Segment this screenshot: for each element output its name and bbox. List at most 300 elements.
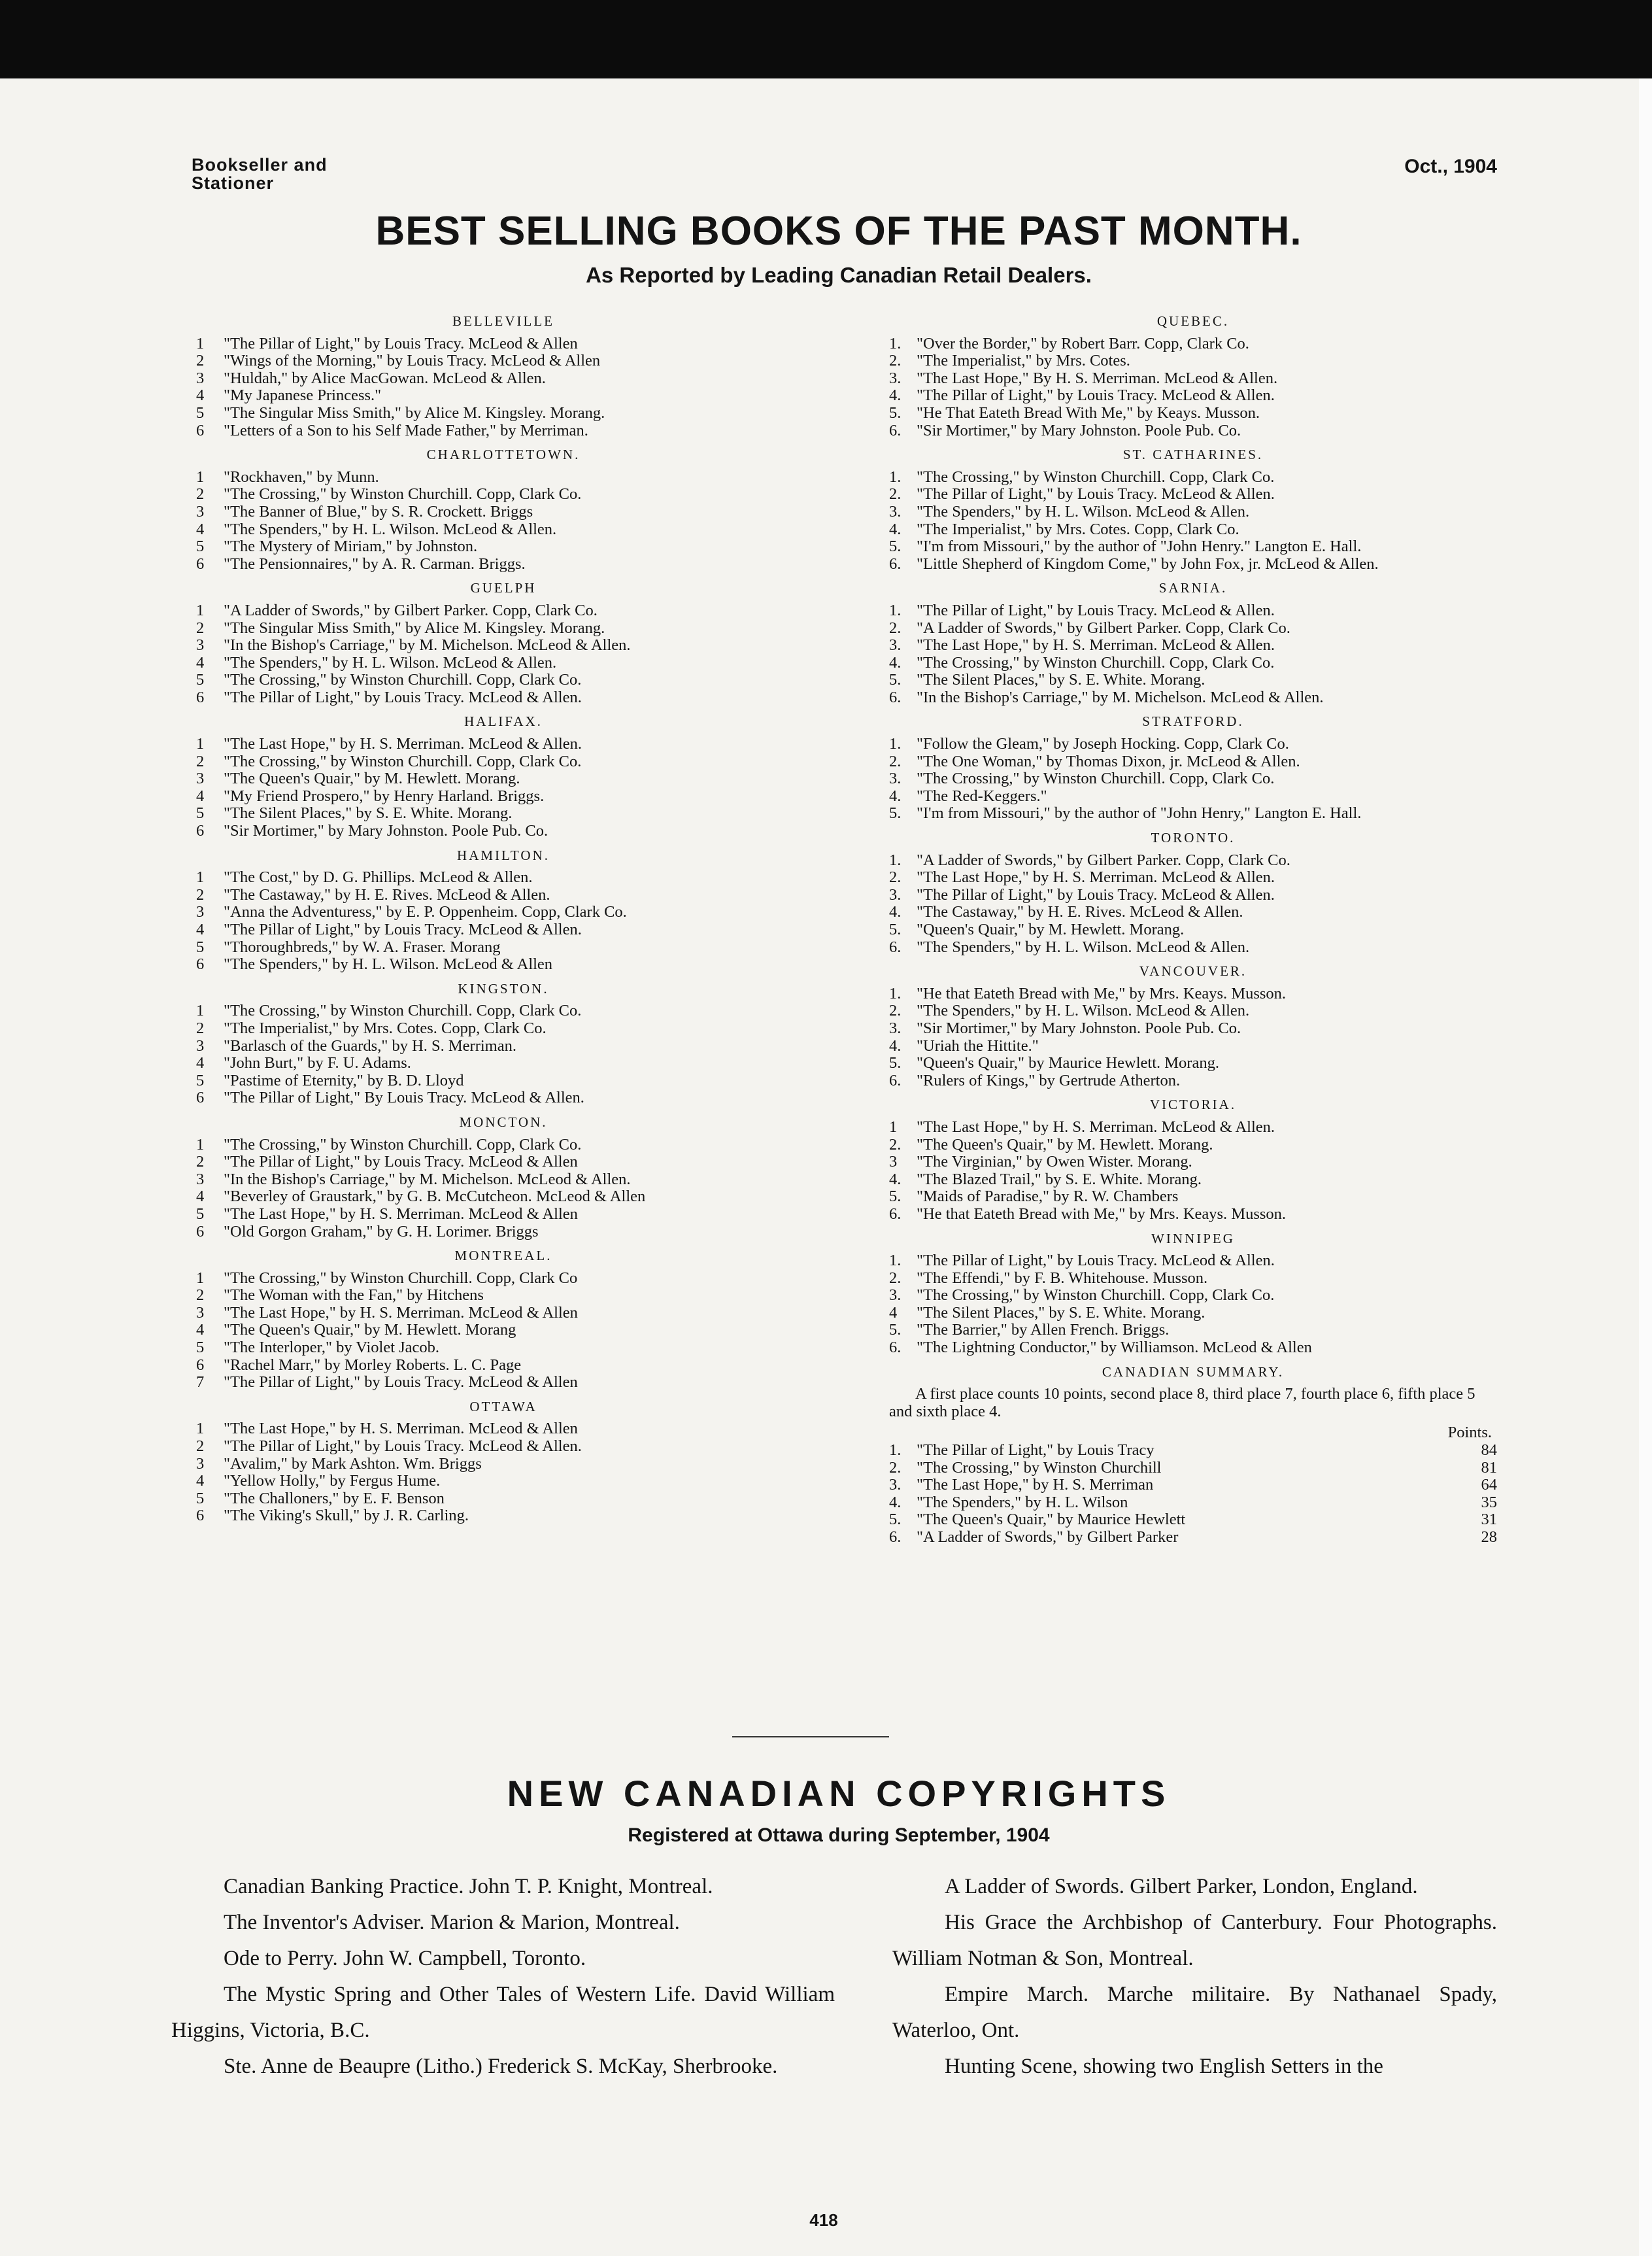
city-section bbox=[196, 579, 811, 706]
issue-date: Oct., 1904 bbox=[1404, 156, 1497, 177]
item-text: "The Crossing," by Winston Churchill. Copp, Clark Co. bbox=[224, 485, 582, 504]
item-number: 4 bbox=[889, 1303, 898, 1322]
right-column bbox=[889, 306, 1497, 1547]
item-text: "Sir Mortimer," by Mary Johnston. Poole Pub. Co. bbox=[917, 1019, 1241, 1037]
publication-name: Bookseller and Stationer bbox=[192, 155, 328, 193]
item-number: 1. bbox=[889, 468, 902, 486]
item-text: "The Effendi," by F. B. Whitehouse. Musson. bbox=[917, 1269, 1208, 1287]
item-number: 6. bbox=[889, 555, 902, 573]
right-city-lists bbox=[889, 313, 1497, 1357]
item-number: 3 bbox=[196, 369, 205, 387]
summary-title: "The Spenders," by H. L. Wilson bbox=[917, 1493, 1128, 1511]
item-text: "The Interloper," by Violet Jacob. bbox=[224, 1339, 440, 1357]
list-item bbox=[196, 956, 811, 974]
copyright-entry: Empire March. Marche militaire. By Nathanael Spady, Waterloo, Ont. bbox=[892, 1983, 1497, 2042]
city-section bbox=[889, 446, 1497, 573]
item-number: 1 bbox=[196, 1420, 205, 1438]
list-item bbox=[196, 387, 811, 405]
city-section bbox=[196, 1247, 811, 1392]
item-number: 4 bbox=[196, 1472, 205, 1490]
item-text: "Thoroughbreds," by W. A. Fraser. Morang bbox=[224, 938, 501, 956]
item-text: "The Spenders," by H. L. Wilson. McLeod & Allen bbox=[224, 955, 553, 974]
item-number: 3 bbox=[196, 502, 205, 521]
item-number: 1. bbox=[889, 334, 902, 352]
item-text: "The Spenders," by H. L. Wilson. McLeod & Allen. bbox=[224, 653, 557, 672]
item-number: 4 bbox=[196, 1321, 205, 1339]
city-section bbox=[196, 313, 811, 439]
item-number: 3. bbox=[889, 502, 902, 521]
city-section bbox=[196, 980, 811, 1107]
list-item bbox=[196, 1420, 811, 1438]
summary-title: "The Last Hope," by H. S. Merriman bbox=[917, 1476, 1154, 1494]
item-text: "In the Bishop's Carriage," by M. Michelson. McLeod & Allen. bbox=[224, 636, 631, 655]
item-number: 3. bbox=[889, 770, 902, 788]
city-heading: BELLEVILLE bbox=[452, 313, 554, 329]
item-text: "The One Woman," by Thomas Dixon, jr. McLeod & Allen. bbox=[917, 752, 1300, 770]
item-number: 4. bbox=[889, 653, 902, 672]
list-item bbox=[196, 672, 811, 689]
copyrights-right-column bbox=[892, 1869, 1497, 2085]
item-number: 3 bbox=[196, 636, 205, 655]
item-text: "Over the Border," by Robert Barr. Copp, Clark Co. bbox=[917, 334, 1249, 352]
summary-points: 84 bbox=[1481, 1441, 1497, 1460]
list-item bbox=[196, 1287, 811, 1305]
item-number: 7 bbox=[196, 1373, 205, 1392]
item-text: "Rachel Marr," by Morley Roberts. L. C. Page bbox=[224, 1356, 522, 1374]
list-item bbox=[889, 1137, 1497, 1154]
item-number: 6. bbox=[889, 1339, 902, 1357]
item-text: "Avalim," by Mark Ashton. Wm. Briggs bbox=[224, 1454, 482, 1473]
list-item bbox=[196, 1038, 811, 1055]
city-heading: STRATFORD. bbox=[1142, 713, 1244, 730]
list-item bbox=[196, 1188, 811, 1206]
city-heading: ST. CATHARINES. bbox=[1122, 447, 1264, 463]
city-heading: OTTAWA bbox=[469, 1398, 537, 1414]
item-number: 2 bbox=[196, 885, 205, 904]
summary-title: "The Crossing," by Winston Churchill bbox=[917, 1458, 1162, 1477]
item-number: 6 bbox=[196, 955, 205, 974]
city-heading: VICTORIA. bbox=[1149, 1097, 1237, 1113]
page-subtitle: As Reported by Leading Canadian Retail Dealers. bbox=[586, 263, 1092, 287]
item-text: "Letters of a Son to his Self Made Father," by Merriman. bbox=[224, 421, 588, 439]
list-item bbox=[196, 637, 811, 655]
item-text: "A Ladder of Swords," by Gilbert Parker. Copp, Clark Co. bbox=[224, 601, 598, 619]
item-number: 6 bbox=[196, 688, 205, 706]
summary-rank: 3. bbox=[889, 1476, 902, 1494]
list-item bbox=[889, 1072, 1497, 1090]
scan-top-border bbox=[0, 0, 1652, 78]
item-text: "I'm from Missouri," by the author of "John Henry." Langton E. Hall. bbox=[917, 538, 1362, 556]
list-item bbox=[889, 689, 1497, 707]
item-text: "The Last Hope," by H. S. Merriman. McLeod & Allen bbox=[224, 1303, 578, 1322]
item-number: 3. bbox=[889, 636, 902, 655]
summary-points: 35 bbox=[1481, 1493, 1497, 1511]
item-text: "The Pillar of Light," by Louis Tracy. McLeod & Allen bbox=[224, 1153, 578, 1171]
item-text: "The Crossing," by Winston Churchill. Copp, Clark Co. bbox=[224, 752, 582, 770]
list-item bbox=[889, 1305, 1497, 1322]
city-heading: CHARLOTTETOWN. bbox=[426, 447, 581, 463]
item-text: "The Banner of Blue," by S. R. Crockett. Briggs bbox=[224, 502, 533, 521]
item-text: "The Silent Places," by S. E. White. Morang. bbox=[917, 1303, 1205, 1322]
item-number: 6. bbox=[889, 1071, 902, 1089]
list-item bbox=[196, 1206, 811, 1223]
list-item bbox=[889, 1002, 1497, 1020]
item-number: 5 bbox=[196, 1489, 205, 1507]
list-item bbox=[889, 1188, 1497, 1206]
copyright-entry: The Mystic Spring and Other Tales of Western Life. David William Higgins, Victoria, B.C. bbox=[171, 1983, 835, 2042]
summary-note: A first place counts 10 points, second place 8, third place 7, fourth place 6, fifth place 5 and sixth place 4. bbox=[889, 1385, 1475, 1420]
list-item bbox=[889, 869, 1497, 887]
item-number: 5. bbox=[889, 671, 902, 689]
item-number: 3 bbox=[196, 1170, 205, 1188]
item-number: 6. bbox=[889, 938, 902, 956]
item-number: 4. bbox=[889, 903, 902, 921]
city-section bbox=[889, 713, 1497, 823]
list-item bbox=[889, 921, 1497, 939]
item-text: "The Last Hope," by H. S. Merriman. McLeod & Allen. bbox=[917, 1118, 1275, 1136]
item-text: "Sir Mortimer," by Mary Johnston. Poole Pub. Co. bbox=[224, 822, 548, 840]
item-number: 2 bbox=[196, 352, 205, 370]
list-item bbox=[889, 620, 1497, 638]
item-number: 2. bbox=[889, 752, 902, 770]
list-item bbox=[889, 538, 1497, 556]
item-number: 6. bbox=[889, 1205, 902, 1223]
item-text: "Queen's Quair," by Maurice Hewlett. Morang. bbox=[917, 1054, 1219, 1072]
list-item bbox=[889, 1322, 1497, 1339]
city-heading: KINGSTON. bbox=[458, 980, 549, 997]
list-item bbox=[889, 370, 1497, 388]
item-number: 5 bbox=[196, 671, 205, 689]
item-text: "My Japanese Princess." bbox=[224, 386, 382, 405]
list-item bbox=[889, 1154, 1497, 1171]
copyright-entry: Ode to Perry. John W. Campbell, Toronto. bbox=[224, 1947, 586, 1970]
item-number: 2 bbox=[196, 1019, 205, 1037]
item-number: 2 bbox=[196, 1437, 205, 1456]
item-number: 2 bbox=[196, 1153, 205, 1171]
list-item bbox=[196, 1055, 811, 1072]
list-item bbox=[196, 1322, 811, 1339]
item-number: 5. bbox=[889, 403, 902, 422]
list-item bbox=[196, 1507, 811, 1525]
summary-points: 64 bbox=[1481, 1476, 1497, 1494]
list-item bbox=[196, 521, 811, 539]
item-text: "Pastime of Eternity," by B. D. Lloyd bbox=[224, 1071, 464, 1089]
summary-heading: CANADIAN SUMMARY. bbox=[1102, 1363, 1285, 1380]
item-number: 3. bbox=[889, 1019, 902, 1037]
list-item bbox=[196, 887, 811, 904]
list-item bbox=[196, 422, 811, 440]
list-item bbox=[889, 655, 1497, 672]
list-item bbox=[196, 770, 811, 788]
item-number: 5. bbox=[889, 1188, 902, 1206]
list-item bbox=[889, 504, 1497, 521]
page-number: 418 bbox=[809, 2210, 838, 2230]
item-number: 3 bbox=[196, 770, 205, 788]
item-text: "The Last Hope," by H. S. Merriman. McLeod & Allen bbox=[224, 1420, 578, 1438]
item-number: 1 bbox=[196, 601, 205, 619]
list-item bbox=[889, 1206, 1497, 1223]
summary-points: 81 bbox=[1481, 1458, 1497, 1477]
city-section bbox=[889, 579, 1497, 706]
list-item bbox=[196, 1171, 811, 1189]
item-text: "The Pillar of Light," by Louis Tracy. McLeod & Allen. bbox=[224, 1437, 582, 1456]
item-number: 4. bbox=[889, 1036, 902, 1055]
list-item bbox=[889, 335, 1497, 353]
item-number: 5 bbox=[196, 938, 205, 956]
list-item bbox=[889, 486, 1497, 504]
list-item bbox=[196, 1270, 811, 1288]
item-number: 1 bbox=[196, 468, 205, 486]
item-number: 4. bbox=[889, 520, 902, 538]
item-text: "Uriah the Hittite." bbox=[917, 1036, 1039, 1055]
item-number: 2. bbox=[889, 1002, 902, 1020]
city-heading: QUEBEC. bbox=[1156, 313, 1230, 329]
item-number: 2. bbox=[889, 619, 902, 637]
item-number: 3 bbox=[196, 1303, 205, 1322]
item-text: "The Last Hope," by H. S. Merriman. McLeod & Allen. bbox=[917, 868, 1275, 887]
list-item bbox=[196, 1002, 811, 1020]
item-text: "The Singular Miss Smith," by Alice M. Kingsley. Morang. bbox=[224, 619, 605, 637]
list-item bbox=[889, 1055, 1497, 1072]
list-item bbox=[196, 370, 811, 388]
summary-row bbox=[889, 1529, 1497, 1547]
list-item bbox=[196, 1223, 811, 1241]
item-text: "My Friend Prospero," by Henry Harland. Briggs. bbox=[224, 787, 545, 805]
item-text: "The Pillar of Light," by Louis Tracy. McLeod & Allen bbox=[224, 1373, 578, 1392]
list-item bbox=[196, 1137, 811, 1154]
item-text: "The Castaway," by H. E. Rives. McLeod & Allen. bbox=[917, 903, 1243, 921]
city-section bbox=[196, 446, 811, 573]
copyright-entry: A Ladder of Swords. Gilbert Parker, London, England. bbox=[945, 1875, 1418, 1898]
item-text: "In the Bishop's Carriage," by M. Michelson. McLeod & Allen. bbox=[224, 1170, 631, 1188]
item-number: 6 bbox=[196, 1089, 205, 1107]
list-item bbox=[889, 753, 1497, 771]
item-number: 4 bbox=[196, 653, 205, 672]
item-number: 6 bbox=[196, 421, 205, 439]
list-item bbox=[889, 672, 1497, 689]
item-text: "The Queen's Quair," by M. Hewlett. Morang bbox=[224, 1321, 516, 1339]
item-text: "Barlasch of the Guards," by H. S. Merriman. bbox=[224, 1036, 516, 1055]
item-number: 5 bbox=[196, 403, 205, 422]
item-text: "The Imperialist," by Mrs. Cotes. bbox=[917, 352, 1130, 370]
item-text: "Wings of the Morning," by Louis Tracy. McLeod & Allen bbox=[224, 352, 601, 370]
item-text: "The Pillar of Light," by Louis Tracy. McLeod & Allen. bbox=[917, 885, 1275, 904]
list-item bbox=[889, 637, 1497, 655]
item-text: "A Ladder of Swords," by Gilbert Parker. Copp, Clark Co. bbox=[917, 619, 1290, 637]
city-heading: VANCOUVER. bbox=[1139, 963, 1247, 980]
item-text: "Sir Mortimer," by Mary Johnston. Poole Pub. Co. bbox=[917, 421, 1241, 439]
city-section bbox=[889, 1230, 1497, 1357]
item-number: 6. bbox=[889, 421, 902, 439]
item-text: "The Challoners," by E. F. Benson bbox=[224, 1489, 445, 1507]
item-number: 2. bbox=[889, 485, 902, 504]
item-text: "The Barrier," by Allen French. Briggs. bbox=[917, 1321, 1170, 1339]
summary-rank: 6. bbox=[889, 1528, 902, 1546]
item-number: 3 bbox=[889, 1153, 898, 1171]
item-number: 1. bbox=[889, 735, 902, 753]
item-number: 6 bbox=[196, 1356, 205, 1374]
list-item bbox=[889, 352, 1497, 370]
summary-title: "A Ladder of Swords," by Gilbert Parker bbox=[917, 1528, 1179, 1546]
list-item bbox=[889, 469, 1497, 487]
item-text: "The Spenders," by H. L. Wilson. McLeod & Allen. bbox=[917, 938, 1250, 956]
summary-table bbox=[889, 1442, 1497, 1547]
city-heading: MONTREAL. bbox=[454, 1248, 552, 1264]
item-number: 5 bbox=[196, 1205, 205, 1223]
item-text: "The Pillar of Light," by Louis Tracy. McLeod & Allen. bbox=[917, 601, 1275, 619]
list-item bbox=[196, 538, 811, 556]
item-number: 2 bbox=[196, 619, 205, 637]
item-number: 4 bbox=[196, 1188, 205, 1206]
list-item bbox=[196, 1490, 811, 1508]
copyright-entry: Ste. Anne de Beaupre (Litho.) Frederick S. McKay, Sherbrooke. bbox=[224, 2055, 778, 2078]
city-heading: HALIFAX. bbox=[464, 713, 543, 730]
list-item bbox=[889, 805, 1497, 823]
list-item bbox=[196, 556, 811, 573]
copyrights-left-column bbox=[171, 1869, 835, 2085]
item-number: 1. bbox=[889, 984, 902, 1002]
list-item bbox=[889, 556, 1497, 573]
list-item bbox=[196, 1154, 811, 1171]
city-heading: HAMILTON. bbox=[457, 847, 550, 863]
item-text: "The Pillar of Light," by Louis Tracy. McLeod & Allen bbox=[224, 334, 578, 352]
summary-rank: 5. bbox=[889, 1511, 902, 1529]
item-text: "The Silent Places," by S. E. White. Morang. bbox=[917, 671, 1205, 689]
item-number: 6 bbox=[196, 1222, 205, 1240]
city-section bbox=[889, 829, 1497, 956]
summary-points: 28 bbox=[1481, 1528, 1497, 1546]
item-text: "The Crossing," by Winston Churchill. Copp, Clark Co. bbox=[224, 1002, 582, 1020]
list-item bbox=[889, 736, 1497, 753]
list-item bbox=[196, 939, 811, 957]
summary-title: "The Queen's Quair," by Maurice Hewlett bbox=[917, 1511, 1186, 1529]
item-number: 4 bbox=[196, 921, 205, 938]
list-item bbox=[196, 352, 811, 370]
item-number: 1. bbox=[889, 601, 902, 619]
item-number: 2. bbox=[889, 352, 902, 370]
item-text: "The Imperialist," by Mrs. Cotes. Copp, Clark Co. bbox=[224, 1019, 547, 1037]
summary-row bbox=[889, 1494, 1497, 1512]
item-number: 5. bbox=[889, 804, 902, 823]
page-title: BEST SELLING BOOKS OF THE PAST MONTH. bbox=[375, 209, 1302, 254]
list-item bbox=[196, 1305, 811, 1322]
item-number: 5. bbox=[889, 1054, 902, 1072]
city-heading: TORONTO. bbox=[1151, 830, 1236, 846]
item-text: "The Spenders," by H. L. Wilson. McLeod & Allen. bbox=[224, 520, 557, 538]
city-heading: MONCTON. bbox=[459, 1114, 548, 1130]
list-item bbox=[196, 904, 811, 921]
item-text: "A Ladder of Swords," by Gilbert Parker. Copp, Clark Co. bbox=[917, 851, 1290, 869]
list-item bbox=[196, 788, 811, 806]
list-item bbox=[196, 1072, 811, 1090]
item-number: 2 bbox=[196, 1286, 205, 1305]
item-number: 3. bbox=[889, 369, 902, 387]
item-number: 3 bbox=[196, 1036, 205, 1055]
item-text: "The Viking's Skull," by J. R. Carling. bbox=[224, 1507, 469, 1525]
list-item bbox=[889, 1038, 1497, 1055]
item-number: 4 bbox=[196, 787, 205, 805]
item-text: "The Crossing," by Winston Churchill. Copp, Clark Co. bbox=[917, 1286, 1275, 1305]
list-item bbox=[196, 1473, 811, 1490]
item-number: 5 bbox=[196, 538, 205, 556]
list-item bbox=[196, 736, 811, 753]
summary-row bbox=[889, 1460, 1497, 1477]
list-item bbox=[196, 823, 811, 840]
item-number: 5. bbox=[889, 921, 902, 938]
item-number: 6 bbox=[196, 822, 205, 840]
list-item bbox=[196, 1374, 811, 1392]
list-item bbox=[196, 1020, 811, 1038]
item-text: "The Cost," by D. G. Phillips. McLeod & Allen. bbox=[224, 868, 533, 887]
list-item bbox=[889, 985, 1497, 1003]
item-number: 1 bbox=[889, 1118, 898, 1136]
item-text: "The Crossing," by Winston Churchill. Copp, Clark Co bbox=[224, 1269, 578, 1287]
item-text: "Huldah," by Alice MacGowan. McLeod & Allen. bbox=[224, 369, 546, 387]
points-label: Points. bbox=[1447, 1424, 1492, 1442]
item-number: 2. bbox=[889, 1135, 902, 1154]
city-section bbox=[196, 1398, 811, 1525]
list-item bbox=[196, 753, 811, 771]
list-item bbox=[196, 689, 811, 707]
item-text: "The Crossing," by Winston Churchill. Copp, Clark Co. bbox=[917, 468, 1275, 486]
left-column bbox=[196, 306, 811, 1525]
item-number: 5. bbox=[889, 538, 902, 556]
item-text: "Follow the Gleam," by Joseph Hocking. Copp, Clark Co. bbox=[917, 735, 1289, 753]
item-text: "The Spenders," by H. L. Wilson. McLeod & Allen. bbox=[917, 502, 1250, 521]
item-text: "The Crossing," by Winston Churchill. Copp, Clark Co. bbox=[917, 770, 1275, 788]
copyright-entry: Hunting Scene, showing two English Setters in the bbox=[945, 2055, 1383, 2078]
summary-row bbox=[889, 1511, 1497, 1529]
item-number: 4 bbox=[196, 1054, 205, 1072]
city-section bbox=[196, 713, 811, 840]
item-text: "The Mystery of Miriam," by Johnston. bbox=[224, 538, 478, 556]
list-item bbox=[196, 1089, 811, 1107]
city-heading: WINNIPEG bbox=[1151, 1230, 1235, 1246]
item-text: "Little Shepherd of Kingdom Come," by John Fox, jr. McLeod & Allen. bbox=[917, 555, 1379, 573]
city-heading: SARNIA. bbox=[1158, 580, 1228, 596]
item-text: "The Pensionnaires," by A. R. Carman. Briggs. bbox=[224, 555, 526, 573]
item-text: "The Queen's Quair," by M. Hewlett. Morang. bbox=[917, 1135, 1213, 1154]
item-text: "The Blazed Trail," by S. E. White. Morang. bbox=[917, 1170, 1202, 1188]
item-number: 5 bbox=[196, 804, 205, 823]
item-number: 2 bbox=[196, 752, 205, 770]
item-number: 2 bbox=[196, 485, 205, 504]
item-text: "Maids of Paradise," by R. W. Chambers bbox=[917, 1188, 1179, 1206]
item-text: "The Last Hope," By H. S. Merriman. McLeod & Allen. bbox=[917, 369, 1278, 387]
scan-right-edge bbox=[1639, 78, 1652, 2256]
copyright-entry: His Grace the Archbishop of Canterbury. Four Photographs. William Notman & Son, Montreal. bbox=[892, 1911, 1497, 1970]
item-text: "The Crossing," by Winston Churchill. Copp, Clark Co. bbox=[224, 671, 582, 689]
list-item bbox=[196, 655, 811, 672]
city-section bbox=[196, 1114, 811, 1240]
item-text: "The Silent Places," by S. E. White. Morang. bbox=[224, 804, 513, 823]
item-text: "The Last Hope," by H. S. Merriman. McLeod & Allen. bbox=[224, 735, 582, 753]
list-item bbox=[196, 869, 811, 887]
list-item bbox=[889, 939, 1497, 957]
item-number: 2. bbox=[889, 868, 902, 887]
section-divider bbox=[732, 1736, 889, 1737]
item-number: 1 bbox=[196, 868, 205, 887]
item-number: 6 bbox=[196, 555, 205, 573]
city-section bbox=[889, 963, 1497, 1089]
item-text: "Anna the Adventuress," by E. P. Oppenheim. Copp, Clark Co. bbox=[224, 903, 627, 921]
list-item bbox=[196, 469, 811, 487]
item-text: "The Pillar of Light," by Louis Tracy. McLeod & Allen. bbox=[224, 688, 582, 706]
summary-rank: 1. bbox=[889, 1441, 902, 1460]
item-text: "The Pillar of Light," by Louis Tracy. McLeod & Allen. bbox=[917, 1252, 1275, 1270]
item-text: "Beverley of Graustark," by G. B. McCutcheon. McLeod & Allen bbox=[224, 1188, 646, 1206]
summary-rank: 4. bbox=[889, 1493, 902, 1511]
